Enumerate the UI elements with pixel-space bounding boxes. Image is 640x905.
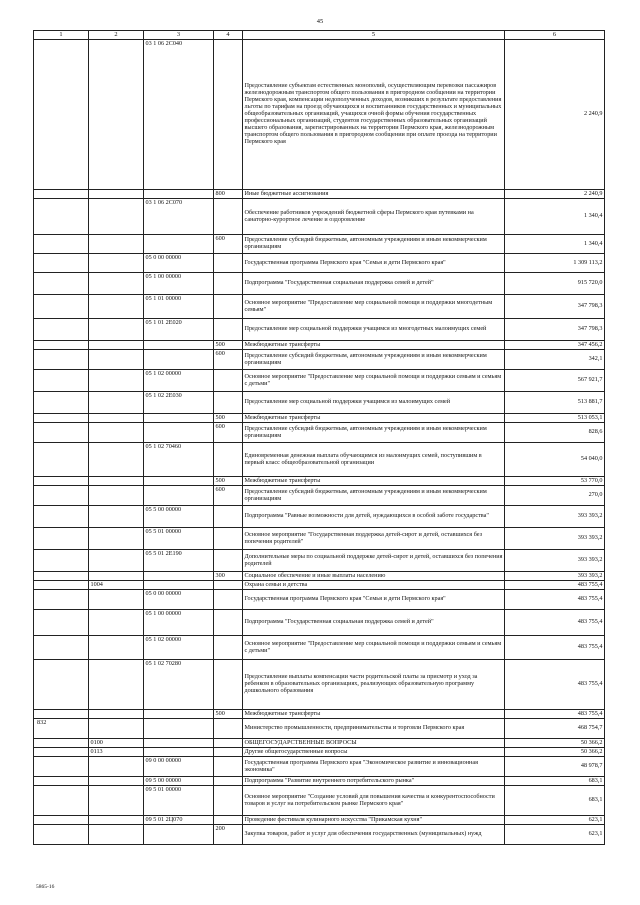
header-cell-5: 5	[243, 31, 505, 40]
cell-target-article-code	[144, 235, 214, 254]
cell-target-article-code	[144, 414, 214, 423]
cell-section-code	[89, 254, 144, 273]
cell-section-code	[89, 572, 144, 581]
cell-amount: 347 798,3	[505, 295, 605, 319]
cell-amount: 623,1	[505, 825, 605, 845]
cell-amount: 483 755,4	[505, 581, 605, 590]
cell-expense-type-code	[214, 581, 243, 590]
cell-amount: 483 755,4	[505, 610, 605, 636]
cell-section-code	[89, 414, 144, 423]
cell-expense-type-code	[214, 610, 243, 636]
table-row	[34, 777, 605, 786]
cell-expense-type-code	[214, 786, 243, 816]
cell-target-article-code: 05 5 01 2Е190	[144, 550, 214, 572]
cell-description: Обеспечение работников учреждений бюджетной сферы Пермского края путевками на санаторно-курортное лечение и оздоровление	[243, 199, 505, 235]
cell-target-article-code: 09 5 00 00000	[144, 777, 214, 786]
table-row	[34, 506, 605, 528]
cell-section-code	[89, 528, 144, 550]
cell-section-code	[89, 660, 144, 710]
cell-section-code	[89, 610, 144, 636]
table-row	[34, 370, 605, 392]
table-row	[34, 825, 605, 845]
cell-expense-type-code: 300	[214, 572, 243, 581]
cell-target-article-code: 05 1 01 2Е020	[144, 319, 214, 341]
cell-section-code	[89, 370, 144, 392]
cell-administrator-code	[34, 423, 89, 443]
table-row	[34, 477, 605, 486]
table-row	[34, 235, 605, 254]
cell-target-article-code	[144, 719, 214, 739]
table-row	[34, 392, 605, 414]
cell-administrator-code	[34, 757, 89, 777]
table-row	[34, 423, 605, 443]
cell-description: Проведение фестиваля кулинарного искусства "Прикамская кухня"	[243, 816, 505, 825]
cell-target-article-code: 09 5 01 2Ц070	[144, 816, 214, 825]
cell-target-article-code	[144, 341, 214, 350]
cell-expense-type-code	[214, 748, 243, 757]
cell-section-code	[89, 816, 144, 825]
cell-administrator-code	[34, 477, 89, 486]
cell-target-article-code	[144, 739, 214, 748]
cell-target-article-code: 05 0 00 00000	[144, 254, 214, 273]
cell-description: Министерство промышленности, предпринимательства и торговли Пермского края	[243, 719, 505, 739]
cell-description: Предоставление субсидий бюджетным, автономным учреждениям и иным некоммерческим организациям	[243, 423, 505, 443]
cell-amount: 483 755,4	[505, 590, 605, 610]
cell-expense-type-code	[214, 757, 243, 777]
cell-target-article-code: 05 1 02 00000	[144, 370, 214, 392]
cell-administrator-code	[34, 443, 89, 477]
table-header-row	[34, 31, 605, 40]
cell-description: Предоставление мер социальной поддержки учащимся из многодетных малоимущих семей	[243, 319, 505, 341]
cell-section-code	[89, 392, 144, 414]
cell-amount: 1 340,4	[505, 199, 605, 235]
cell-target-article-code	[144, 748, 214, 757]
cell-section-code	[89, 40, 144, 190]
cell-expense-type-code	[214, 528, 243, 550]
cell-section-code	[89, 506, 144, 528]
table-row	[34, 719, 605, 739]
cell-section-code: 0113	[89, 748, 144, 757]
cell-expense-type-code: 600	[214, 486, 243, 506]
cell-amount: 393 393,2	[505, 506, 605, 528]
cell-amount: 513 053,1	[505, 414, 605, 423]
table-row	[34, 550, 605, 572]
cell-description: Единовременная денежная выплата обучающимся из малоимущих семей, поступившим в первый класс общеобразовательной организации	[243, 443, 505, 477]
header-cell-2: 2	[89, 31, 144, 40]
cell-description: Социальное обеспечение и иные выплаты населению	[243, 572, 505, 581]
cell-amount: 2 240,9	[505, 190, 605, 199]
table-row	[34, 816, 605, 825]
cell-description: Подпрограмма "Государственная социальная поддержка семей и детей"	[243, 610, 505, 636]
cell-administrator-code	[34, 739, 89, 748]
table-row	[34, 757, 605, 777]
cell-amount: 915 720,0	[505, 273, 605, 295]
cell-target-article-code	[144, 423, 214, 443]
cell-expense-type-code	[214, 370, 243, 392]
cell-description: Предоставление субсидий бюджетным, автономным учреждениям и иным некоммерческим организациям	[243, 350, 505, 370]
cell-section-code	[89, 786, 144, 816]
cell-description: Подпрограмма "Развитие внутреннего потребительского рынка"	[243, 777, 505, 786]
table-row	[34, 636, 605, 660]
table-row	[34, 590, 605, 610]
cell-amount: 393 393,2	[505, 572, 605, 581]
cell-amount: 53 770,0	[505, 477, 605, 486]
cell-description: Межбюджетные трансферты	[243, 477, 505, 486]
table-row	[34, 710, 605, 719]
cell-section-code	[89, 777, 144, 786]
cell-expense-type-code	[214, 739, 243, 748]
cell-expense-type-code	[214, 777, 243, 786]
cell-administrator-code	[34, 295, 89, 319]
cell-description: Государственная программа Пермского края "Семья и дети Пермского края"	[243, 590, 505, 610]
cell-administrator-code	[34, 319, 89, 341]
cell-expense-type-code	[214, 590, 243, 610]
cell-description: Государственная программа Пермского края "Семья и дети Пермского края"	[243, 254, 505, 273]
cell-description: Подпрограмма "Государственная социальная поддержка семей и детей"	[243, 273, 505, 295]
cell-description: Предоставление мер социальной поддержки учащимся из малоимущих семей	[243, 392, 505, 414]
cell-description: Предоставление субсидий бюджетным, автономным учреждениям и иным некоммерческим организациям	[243, 486, 505, 506]
cell-amount: 623,1	[505, 816, 605, 825]
cell-amount: 1 340,4	[505, 235, 605, 254]
table-row	[34, 660, 605, 710]
cell-expense-type-code	[214, 392, 243, 414]
cell-target-article-code: 03 1 06 2С040	[144, 40, 214, 190]
cell-target-article-code: 05 0 00 00000	[144, 590, 214, 610]
cell-description: ОБЩЕГОСУДАРСТВЕННЫЕ ВОПРОСЫ	[243, 739, 505, 748]
header-cell-1: 1	[34, 31, 89, 40]
cell-section-code	[89, 423, 144, 443]
cell-amount: 393 393,2	[505, 528, 605, 550]
cell-amount: 54 040,0	[505, 443, 605, 477]
table-row	[34, 350, 605, 370]
cell-target-article-code: 05 1 02 70280	[144, 660, 214, 710]
cell-target-article-code	[144, 486, 214, 506]
cell-description: Предоставление субъектам естественных монополий, осуществляющим перевозки пассажиров железнодорожным транспортом общего пользования в пригородном сообщении на территории Пермского края, компенсации недополученных доходов, возникших в результате предоставления льготы по тарифам на проезд обучающихся и воспитанников государственных и муниципальных общеобразовательных организаций, учащихся очной формы обучения государственных профессиональных организаций, студентов государственных образовательных организаций высшего образования, зарегистрированных на территории Пермского края, железнодорожным транспортом общего пользования в пригородном сообщении при оплате проезда на территории Пермского края	[243, 40, 505, 190]
cell-description: Основное мероприятие "Создание условий для повышения качества и конкурентоспособности товаров и услуг на потребительском рынке Пермского края"	[243, 786, 505, 816]
table-row	[34, 443, 605, 477]
cell-section-code	[89, 341, 144, 350]
cell-section-code	[89, 443, 144, 477]
cell-administrator-code	[34, 199, 89, 235]
cell-section-code	[89, 235, 144, 254]
cell-expense-type-code: 500	[214, 414, 243, 423]
table-row	[34, 581, 605, 590]
cell-administrator-code	[34, 581, 89, 590]
cell-description: Основное мероприятие "Предоставление мер социальной помощи и поддержки многодетным семьям"	[243, 295, 505, 319]
cell-target-article-code: 05 1 00 00000	[144, 273, 214, 295]
cell-target-article-code: 05 1 02 2Е030	[144, 392, 214, 414]
cell-description: Межбюджетные трансферты	[243, 710, 505, 719]
cell-expense-type-code	[214, 550, 243, 572]
cell-section-code	[89, 757, 144, 777]
cell-administrator-code	[34, 40, 89, 190]
table-row	[34, 341, 605, 350]
cell-section-code	[89, 199, 144, 235]
cell-amount: 50 366,2	[505, 748, 605, 757]
cell-administrator-code	[34, 350, 89, 370]
cell-section-code: 1004	[89, 581, 144, 590]
cell-section-code	[89, 486, 144, 506]
cell-description: Основное мероприятие "Предоставление мер социальной помощи и поддержки семьям и семьям с детьми"	[243, 370, 505, 392]
cell-target-article-code	[144, 190, 214, 199]
cell-amount: 347 456,2	[505, 341, 605, 350]
cell-administrator-code	[34, 786, 89, 816]
table-row	[34, 273, 605, 295]
cell-description: Основное мероприятие "Предоставление мер социальной помощи и поддержки семьям и семьям с детьми"	[243, 636, 505, 660]
cell-administrator-code	[34, 825, 89, 845]
header-cell-3: 3	[144, 31, 214, 40]
header-cell-4: 4	[214, 31, 243, 40]
cell-administrator-code	[34, 528, 89, 550]
cell-administrator-code	[34, 777, 89, 786]
cell-expense-type-code	[214, 660, 243, 710]
cell-expense-type-code	[214, 319, 243, 341]
cell-amount: 683,1	[505, 777, 605, 786]
cell-section-code	[89, 825, 144, 845]
cell-target-article-code	[144, 477, 214, 486]
cell-section-code	[89, 636, 144, 660]
cell-administrator-code	[34, 414, 89, 423]
cell-amount: 2 240,9	[505, 40, 605, 190]
cell-description: Предоставление выплаты компенсации части родительской платы за присмотр и уход за ребенком в образовательных организациях, реализующих образовательную программу дошкольного образования	[243, 660, 505, 710]
cell-amount: 828,6	[505, 423, 605, 443]
cell-amount: 270,0	[505, 486, 605, 506]
budget-table	[33, 30, 605, 845]
cell-expense-type-code: 600	[214, 350, 243, 370]
table-row	[34, 739, 605, 748]
cell-expense-type-code	[214, 295, 243, 319]
cell-section-code: 0100	[89, 739, 144, 748]
cell-target-article-code	[144, 710, 214, 719]
cell-administrator-code	[34, 273, 89, 295]
cell-target-article-code	[144, 350, 214, 370]
cell-expense-type-code: 500	[214, 710, 243, 719]
cell-section-code	[89, 319, 144, 341]
cell-target-article-code: 05 5 01 00000	[144, 528, 214, 550]
table-row	[34, 786, 605, 816]
cell-section-code	[89, 550, 144, 572]
cell-administrator-code	[34, 748, 89, 757]
cell-target-article-code: 05 1 02 00000	[144, 636, 214, 660]
cell-amount: 50 366,2	[505, 739, 605, 748]
cell-administrator-code	[34, 486, 89, 506]
cell-administrator-code	[34, 392, 89, 414]
cell-target-article-code: 09 5 01 00000	[144, 786, 214, 816]
cell-amount: 513 881,7	[505, 392, 605, 414]
cell-description: Закупка товаров, работ и услуг для обеспечения государственных (муниципальных) нужд	[243, 825, 505, 845]
cell-target-article-code: 05 1 01 00000	[144, 295, 214, 319]
table-row	[34, 40, 605, 190]
table-row	[34, 572, 605, 581]
cell-amount: 683,1	[505, 786, 605, 816]
cell-target-article-code: 09 0 00 00000	[144, 757, 214, 777]
cell-target-article-code	[144, 572, 214, 581]
cell-administrator-code	[34, 341, 89, 350]
cell-section-code	[89, 273, 144, 295]
cell-target-article-code	[144, 825, 214, 845]
cell-section-code	[89, 719, 144, 739]
header-cell-6: 6	[505, 31, 605, 40]
table-row	[34, 610, 605, 636]
cell-expense-type-code	[214, 40, 243, 190]
cell-description: Другие общегосударственные вопросы	[243, 748, 505, 757]
cell-expense-type-code	[214, 273, 243, 295]
cell-section-code	[89, 477, 144, 486]
cell-description: Подпрограмма "Равные возможности для детей, нуждающихся в особой заботе государства"	[243, 506, 505, 528]
cell-expense-type-code: 600	[214, 423, 243, 443]
table-row	[34, 486, 605, 506]
cell-expense-type-code	[214, 506, 243, 528]
cell-description: Предоставление субсидий бюджетным, автономным учреждениям и иным некоммерческим организациям	[243, 235, 505, 254]
cell-section-code	[89, 590, 144, 610]
table-row	[34, 414, 605, 423]
cell-expense-type-code: 600	[214, 235, 243, 254]
table-row	[34, 748, 605, 757]
cell-expense-type-code: 500	[214, 477, 243, 486]
cell-amount: 483 755,4	[505, 710, 605, 719]
cell-amount: 48 978,7	[505, 757, 605, 777]
cell-administrator-code	[34, 610, 89, 636]
cell-target-article-code	[144, 581, 214, 590]
cell-expense-type-code	[214, 199, 243, 235]
cell-administrator-code: 832	[34, 719, 89, 739]
cell-description: Охрана семьи и детства	[243, 581, 505, 590]
cell-amount: 468 754,7	[505, 719, 605, 739]
cell-target-article-code: 05 1 02 70460	[144, 443, 214, 477]
cell-administrator-code	[34, 506, 89, 528]
cell-description: Основное мероприятие "Государственная поддержка детей-сирот и детей, оставшихся без попечения родителей"	[243, 528, 505, 550]
cell-amount: 393 393,2	[505, 550, 605, 572]
table-row	[34, 199, 605, 235]
cell-administrator-code	[34, 660, 89, 710]
cell-section-code	[89, 190, 144, 199]
cell-section-code	[89, 295, 144, 319]
table-row	[34, 528, 605, 550]
cell-administrator-code	[34, 816, 89, 825]
cell-amount: 567 921,7	[505, 370, 605, 392]
cell-section-code	[89, 710, 144, 719]
cell-target-article-code: 03 1 06 2С070	[144, 199, 214, 235]
cell-description: Дополнительные меры по социальной поддержке детей-сирот и детей, оставшихся без попечения родителей	[243, 550, 505, 572]
cell-administrator-code	[34, 572, 89, 581]
cell-administrator-code	[34, 370, 89, 392]
cell-amount: 483 755,4	[505, 636, 605, 660]
table-row	[34, 295, 605, 319]
cell-expense-type-code	[214, 816, 243, 825]
cell-administrator-code	[34, 590, 89, 610]
cell-expense-type-code	[214, 443, 243, 477]
cell-administrator-code	[34, 550, 89, 572]
cell-expense-type-code	[214, 719, 243, 739]
cell-expense-type-code: 500	[214, 341, 243, 350]
cell-expense-type-code	[214, 254, 243, 273]
cell-amount: 1 309 113,2	[505, 254, 605, 273]
table-row	[34, 254, 605, 273]
cell-administrator-code	[34, 636, 89, 660]
cell-administrator-code	[34, 190, 89, 199]
cell-description: Иные бюджетные ассигнования	[243, 190, 505, 199]
cell-description: Государственная программа Пермского края "Экономическое развитие и инновационная экономика"	[243, 757, 505, 777]
page-number: 45	[316, 18, 324, 25]
cell-amount: 347 798,3	[505, 319, 605, 341]
footer-code: 5865-16	[36, 884, 55, 890]
cell-expense-type-code: 200	[214, 825, 243, 845]
cell-administrator-code	[34, 235, 89, 254]
cell-amount: 342,1	[505, 350, 605, 370]
cell-description: Межбюджетные трансферты	[243, 341, 505, 350]
cell-target-article-code: 05 5 00 00000	[144, 506, 214, 528]
cell-expense-type-code: 800	[214, 190, 243, 199]
cell-expense-type-code	[214, 636, 243, 660]
cell-administrator-code	[34, 710, 89, 719]
table-row	[34, 190, 605, 199]
cell-section-code	[89, 350, 144, 370]
cell-amount: 483 755,4	[505, 660, 605, 710]
cell-description: Межбюджетные трансферты	[243, 414, 505, 423]
table-row	[34, 319, 605, 341]
cell-administrator-code	[34, 254, 89, 273]
cell-target-article-code: 05 1 00 00000	[144, 610, 214, 636]
